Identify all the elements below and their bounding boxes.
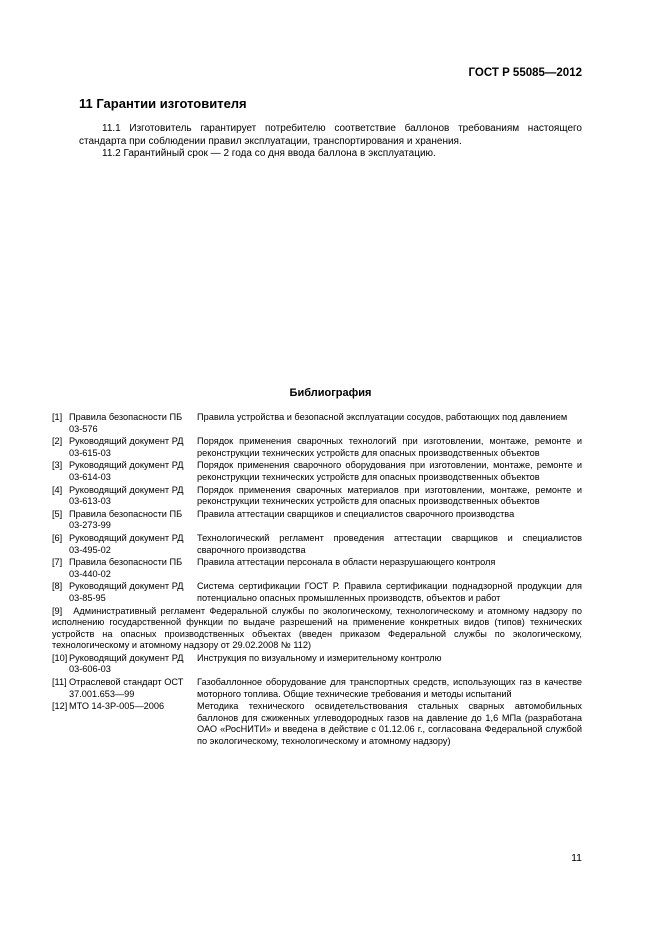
entry-number: [9]: [52, 605, 63, 616]
entry-source: Руководящий документ РД 03-606-03: [69, 652, 184, 675]
entry-number: [2]: [52, 436, 63, 447]
bibliography-entry: [52, 509, 582, 532]
bibliography-entry: [52, 557, 582, 580]
bibliography-entry: [52, 606, 582, 652]
entry-description: Инструкция по визуальному и измерительному контролю: [197, 652, 442, 663]
entry-description: Технологический регламент проведения аттестации сварщиков и специалистов сварочного производства: [197, 532, 582, 555]
bibliography-entry: [52, 436, 582, 459]
entry-source: Руководящий документ РД 03-614-03: [69, 460, 184, 482]
bibliography-list: [52, 412, 582, 749]
entry-source: МТО 14-3Р-005—2006: [69, 701, 165, 712]
entry-number: [11]: [52, 677, 67, 688]
bibliography-entry: [52, 533, 582, 556]
entry-description: Методика технического освидетельствования стальных сварных автомобильных баллонов для сжиженных углеводородных газов на давление до 1,6 МПа (разработана ОАО «РосНИТИ» и введена в действие с 01.12.06 г., согласована Федеральной службой по экологическому, технологическому и атомному надзору): [197, 701, 582, 747]
entry-source: Руководящий документ РД 03-615-03: [69, 436, 184, 458]
bibliography-entry: [52, 412, 582, 435]
entry-number: [5]: [52, 508, 63, 519]
document-id: ГОСТ Р 55085—2012: [468, 67, 582, 79]
entry-description: Газобаллонное оборудование для транспортных средств, использующих газ в качестве моторного топлива. Общие технические требования и методы испытаний: [197, 677, 582, 699]
page-number: 11: [571, 852, 582, 864]
bibliography-entry: [52, 653, 582, 676]
bibliography-entry: [52, 485, 582, 508]
entry-source: Руководящий документ РД 03-495-02: [69, 532, 184, 555]
bibliography-entry: [52, 701, 582, 747]
bibliography-entry: [52, 581, 582, 604]
entry-source: Правила безопасности ПБ 03-576: [69, 412, 183, 434]
entry-source: Отраслевой стандарт ОСТ 37.001.653—99: [69, 677, 184, 699]
bibliography-entry: [52, 677, 582, 700]
entry-source: Правила безопасности ПБ 03-440-02: [69, 557, 183, 579]
entry-description: Правила устройства и безопасной эксплуатации сосудов, работающих под давлением: [197, 412, 568, 422]
entry-source: Руководящий документ РД 03-613-03: [69, 484, 184, 507]
entry-number: [6]: [52, 532, 63, 543]
entry-description: Порядок применения сварочных материалов при изготовлении, монтаже, ремонте и реконструкции технических устройств для опасных производственных объектов: [197, 484, 582, 507]
entry-description: Система сертификации ГОСТ Р. Правила сертификации поднадзорной продукции для потенциально опасных промышленных производств, объектов и работ: [197, 581, 582, 603]
entry-full-text: [52, 606, 582, 652]
entry-description: Административный регламент Федеральной службы по экологическому, технологическому и атомному надзору по исполнению государственной функции по выдаче разрешений на применение конкретных видов (типов) технических устройств на опасных производственных объектах (введен приказом Федеральной службы по экологическому, технологическому и атомному надзору от 29.02.2008 № 112): [52, 605, 582, 651]
entry-number: [4]: [52, 484, 63, 495]
entry-description: Порядок применения сварочного оборудования при изготовлении, монтаже, ремонте и реконструкции технических устройств для опасных производственных объектов: [197, 460, 582, 482]
entry-number: [1]: [52, 412, 63, 422]
entry-number: [3]: [52, 460, 63, 471]
entry-description: Правила аттестации персонала в области неразрушающего контроля: [197, 557, 496, 568]
entry-source: Руководящий документ РД 03-85-95: [69, 581, 184, 603]
section-body: [79, 123, 582, 161]
section-title: 11 Гарантии изготовителя: [79, 96, 247, 111]
bibliography-title: Библиография: [289, 387, 372, 399]
paragraph-11-2: 11.2 Гарантийный срок — 2 года со дня ввода баллона в эксплуатацию.: [102, 148, 436, 160]
bibliography-entry: [52, 460, 582, 483]
entry-number: [7]: [52, 557, 63, 568]
entry-description: Порядок применения сварочных технологий при изготовлении, монтаже, ремонте и реконструкции технических устройств для опасных производственных объектов: [197, 436, 582, 458]
entry-source: Правила безопасности ПБ 03-273-99: [69, 508, 183, 531]
paragraph-11-1: 11.1 Изготовитель гарантирует потребителю соответствие баллонов требованиям настоящего стандарта при соблюдении правил эксплуатации, транспортирования и хранения.: [79, 123, 582, 147]
entry-description: Правила аттестации сварщиков и специалистов сварочного производства: [197, 508, 515, 519]
entry-number: [10]: [52, 652, 68, 663]
entry-number: [8]: [52, 581, 63, 592]
entry-number: [12]: [52, 701, 68, 712]
